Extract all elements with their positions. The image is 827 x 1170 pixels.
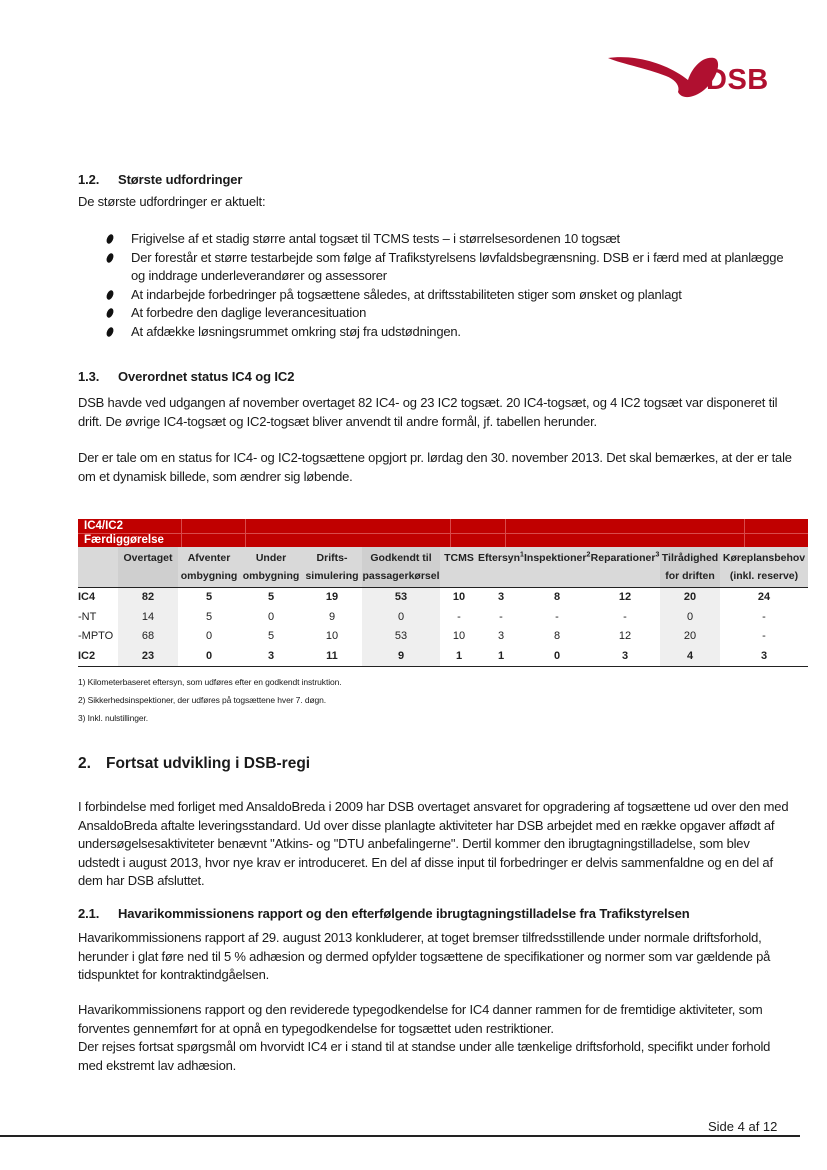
column-header: Overtaget (118, 547, 178, 588)
footnote-3: 3) Inkl. nulstillinger. (78, 713, 148, 723)
section-title: Havarikommissionens rapport og den efterfølgende ibrugtagningstilladelse fra Trafikstyrelsen (118, 906, 690, 921)
table-cell: 0 (205, 630, 213, 642)
table-cell: 0 (178, 647, 240, 667)
table-cell: 53 (362, 627, 440, 647)
row-label: IC2 (78, 647, 118, 667)
column-header: Reparationer$^3$ (590, 547, 660, 588)
table-cell: 12 (618, 591, 632, 603)
table-cell: - (499, 610, 503, 623)
section-title: Største udfordringer (118, 172, 243, 187)
table-cell: 3 (720, 647, 808, 667)
status-data-table (78, 547, 808, 667)
section-2-1-paragraph-1: Havarikommissionens rapport af 29. august 2013 konkluderer, at toget bremser tilfredsstillende under normale driftsforhold, herunder i glat føre ned til 5 % adhæsion og dermed opfylder togsættene de specifikationer og normer som var gældende på tidspunktet for kontraktindgåelsen. (78, 930, 771, 982)
list-item: At afdække løsningsrummet omkring støj fra udstødningen. (105, 323, 785, 342)
page-number: Side 4 af 12 (708, 1119, 778, 1134)
section-number: 1.3. (78, 369, 100, 384)
section-2-heading (78, 755, 310, 773)
table-row (78, 627, 808, 647)
table-cell: 5 (205, 610, 213, 623)
status-paragraph-1: DSB havde ved udgangen af november overtaget 82 IC4- og 23 IC2 togsæt. 20 IC4-togsæt, og 4 IC2 togsæt var disponeret til drift. De øvrige IC4-togsæt og IC2-togsæt bliver anvendt til andre formål, jf. tabellen herunder. (78, 395, 778, 429)
table-cell: - (762, 630, 766, 642)
section-title: Fortsat udvikling i DSB-regi (106, 755, 311, 772)
row-label: IC4 (78, 591, 96, 603)
column-header: Inspektioner$^2$ (524, 547, 590, 588)
table-title: IC4/IC2 Færdiggørelse (84, 520, 164, 546)
footnote-2: 2) Sikkerhedsinspektioner, der udføres på togsættene hver 7. døgn. (78, 695, 327, 705)
row-label: -MPTO (78, 630, 114, 642)
table-cell: 5 (205, 591, 213, 603)
table-cell: 0 (524, 647, 590, 667)
table-header-row (78, 547, 808, 588)
column-header: Godkendt til passagerkørsel (362, 547, 440, 588)
column-header: Eftersyn$^1$ (478, 547, 524, 588)
column-header: Afventer ombygning (178, 547, 240, 588)
column-header: TCMS (440, 547, 478, 588)
column-header: Drifts- simulering (302, 547, 362, 588)
table-cell: 53 (362, 588, 440, 608)
section-number: 2.1. (78, 906, 100, 921)
table-cell: 10 (325, 630, 339, 642)
column-header: Tilrådighed for driften (660, 547, 720, 588)
list-item: At forbedre den daglige leverancesituation (105, 304, 785, 323)
list-item: Frigivelse af et stadig større antal togsæt til TCMS tests – i størrelsesordenen 10 togsæt (105, 230, 785, 249)
table-row (78, 647, 808, 667)
table-cell: 10 (452, 591, 466, 603)
table-cell: 1 (440, 647, 478, 667)
table-cell: 0 (267, 610, 275, 623)
table-cell: 12 (618, 630, 632, 642)
table-cell: - (457, 610, 461, 623)
bullet-icon (105, 307, 115, 319)
column-header (78, 547, 118, 588)
section-number: 1.2. (78, 172, 100, 187)
logo-text: DSB (706, 64, 769, 96)
table-footnotes (78, 673, 808, 727)
table-cell: 14 (118, 608, 178, 628)
table-row (78, 588, 808, 608)
table-cell: 0 (660, 608, 720, 628)
section-title: Overordnet status IC4 og IC2 (118, 369, 295, 384)
section-2-1-paragraph-2: Havarikommissionens rapport og den reviderede typegodkendelse for IC4 danner rammen for de fremtidige aktiviteter, som forventes gennemført for at opnå en typegodkendelse for togsættet uden restriktioner. Der rejses fortsat spørgsmål om hvorvidt IC4 er i stand til at standse under alle tænkelige driftsforhold, specifikt under forhold med ekstremt lav adhæsion. (78, 1002, 771, 1073)
table-cell: 23 (118, 647, 178, 667)
table-cell: 1 (478, 647, 524, 667)
table-cell: 3 (590, 647, 660, 667)
table-cell: 82 (118, 588, 178, 608)
table-cell: - (555, 610, 559, 623)
table-cell: 0 (362, 608, 440, 628)
table-cell: 9 (328, 610, 336, 623)
table-cell: 3 (497, 630, 505, 642)
table-cell: 3 (240, 647, 302, 667)
table-cell: - (623, 610, 627, 623)
bullet-icon (105, 233, 115, 245)
list-item: Der forestår et større testarbejde som følge af Trafikstyrelsens løvfaldsbegrænsning. DSB er i færd med at planlægge og inddrage underleverandører og assessorer (105, 249, 785, 286)
table-cell: 68 (118, 627, 178, 647)
section-number: 2. (78, 755, 91, 772)
table-cell: 19 (325, 591, 339, 603)
row-label: -NT (78, 610, 97, 623)
table-cell: 11 (302, 647, 362, 667)
section-1-2-heading (78, 172, 242, 187)
status-paragraph-2: Der er tale om en status for IC4- og IC2-togsættene opgjort pr. lørdag den 30. november 2013. Det skal bemærkes, at der er tale om et dynamisk billede, som ændrer sig løbende. (78, 450, 792, 484)
bullet-icon (105, 289, 115, 301)
challenges-list (105, 230, 785, 341)
table-cell: 20 (660, 627, 720, 647)
bullet-icon (105, 252, 115, 264)
table-row (78, 608, 808, 628)
table-cell: 4 (660, 647, 720, 667)
table-cell: 5 (267, 630, 275, 642)
table-cell: 3 (497, 591, 505, 603)
table-cell: 8 (553, 630, 561, 642)
dsb-logo (606, 50, 786, 110)
table-cell: 10 (452, 630, 466, 642)
table-cell: 24 (757, 591, 771, 603)
column-header: Under ombygning (240, 547, 302, 588)
table-cell: 8 (553, 591, 561, 603)
footnote-1: 1) Kilometerbaseret eftersyn, som udføres efter en godkendt instruktion. (78, 677, 342, 687)
bullet-icon (105, 326, 115, 338)
list-item: At indarbejde forbedringer på togsættene således, at driftsstabiliteten stiger som ønsket og planlagt (105, 286, 785, 305)
section-1-2-intro: De største udfordringer er aktuelt: (78, 194, 266, 209)
table-cell: 9 (362, 647, 440, 667)
section-2-paragraph: I forbindelse med forliget med AnsaldoBreda i 2009 har DSB overtaget ansvaret for opgradering af togsættene ud over den med AnsaldoBreda aftalte leveringsstandard. Ud over disse planlagte aktiviteter har DSB arbejdet med en række opgaver affødt af undersøgelsesaktiviteter benævnt "Atkins- og "DTU anbefalingerne". Dertil kommer den ibrugtagningstilladelse, som blev udstedt i august 2013, hvor nye krav er introduceret. En del af disse input til forbedringer er delvis sammenfaldne og en del af dem har DSB afsluttet. (78, 799, 789, 888)
table-cell: 5 (267, 591, 275, 603)
status-table (78, 519, 808, 727)
section-2-1-heading (78, 906, 690, 921)
table-cell: 20 (660, 588, 720, 608)
footer-divider (0, 1135, 800, 1137)
table-title-bar (78, 519, 808, 547)
column-header: Køreplansbehov (inkl. reserve) (720, 547, 808, 588)
section-1-3-heading (78, 369, 294, 384)
table-cell: - (762, 610, 766, 623)
